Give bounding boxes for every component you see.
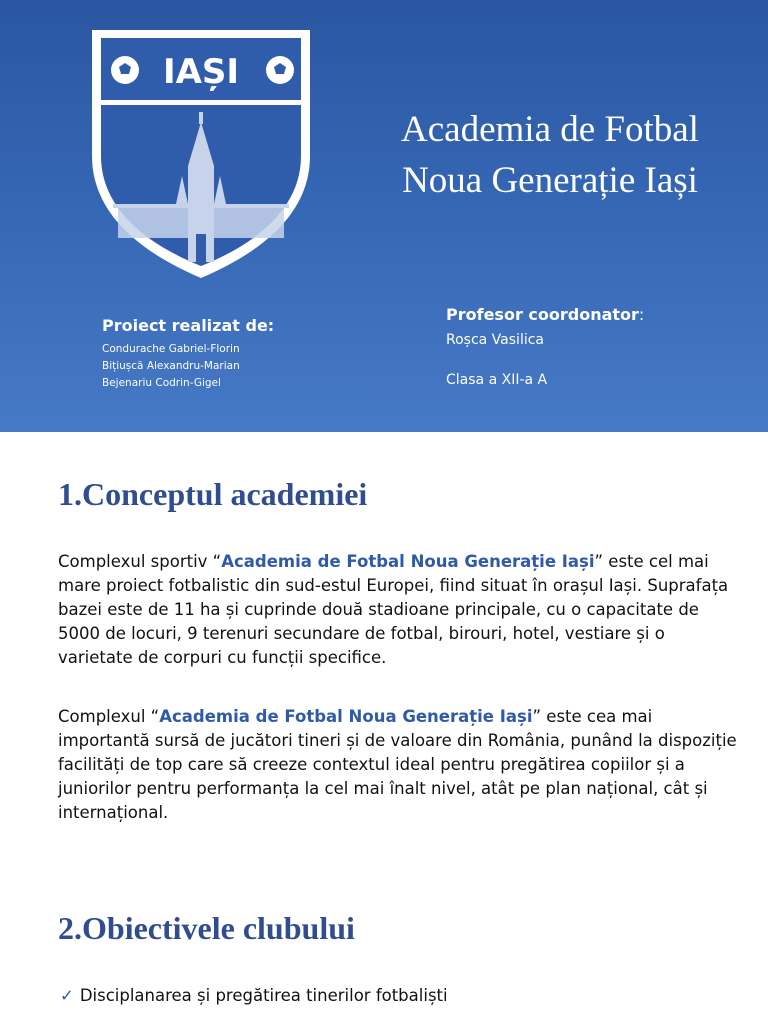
list-item (60, 984, 448, 1008)
section-1-paragraph-1 (58, 550, 738, 670)
text: ” este cel mai mare proiect fotbalistic din sud-estul Europei, fiind situat în orașul Iași. Suprafața bazei este de 11 ha și cuprinde două stadioane principale, cu o capacitate de 5000 de locuri, 9 terenuri secundare de fotbal, birouri, hotel, vestiare și o varietate de corpuri cu funcții specifice. (58, 552, 729, 667)
text: ” este cea mai importantă sursă de jucători tineri și de valoare din România, punând la dispoziție facilități de top care să creeze contextul ideal pentru pregătirea copiilor și a juniorilor pentru performanța la cel mai înalt nivel, atât pe plan național, cât și internațional. (58, 707, 737, 822)
academy-name-emphasis: Academia de Fotbal Noua Generație Iași (221, 552, 595, 571)
section-1-paragraph-2 (58, 705, 738, 825)
coordinator-block (446, 305, 644, 388)
coordinator-heading: Profesor coordonator (446, 305, 639, 324)
text: Complexul sportiv “ (58, 552, 222, 571)
coordinator-name: Roșca Vasilica (446, 332, 544, 348)
crest-text: IAȘI (162, 52, 240, 92)
academy-title (340, 104, 760, 206)
class-label: Clasa a XII-a A (446, 372, 548, 388)
crest-logo (88, 26, 314, 282)
header-banner (0, 0, 768, 432)
academy-name-emphasis: Academia de Fotbal Noua Generație Iași (159, 707, 533, 726)
author-name: Bejenariu Codrin-Gigel (102, 377, 221, 389)
soccer-ball-icon (111, 56, 139, 84)
title-line-2: Noua Generație Iași (402, 160, 698, 201)
list-item-label: Disciplanarea și pregătirea tinerilor fotbaliști (79, 986, 448, 1005)
author-name: Bițiușcă Alexandru-Marian (102, 360, 240, 372)
section-2-title: 2.Obiectivele clubului (58, 910, 355, 946)
text: Complexul “ (58, 707, 160, 726)
authors-block (102, 316, 274, 392)
objectives-list (60, 984, 448, 1008)
title-line-1: Academia de Fotbal (401, 109, 699, 150)
author-name: Condurache Gabriel-Florin (102, 343, 240, 355)
coordinator-colon: : (638, 305, 645, 324)
authors-heading: Proiect realizat de: (102, 316, 275, 335)
checkmark-icon: ✓ (60, 986, 74, 1005)
soccer-ball-icon (266, 56, 294, 84)
section-1-title: 1.Conceptul academiei (58, 476, 368, 512)
